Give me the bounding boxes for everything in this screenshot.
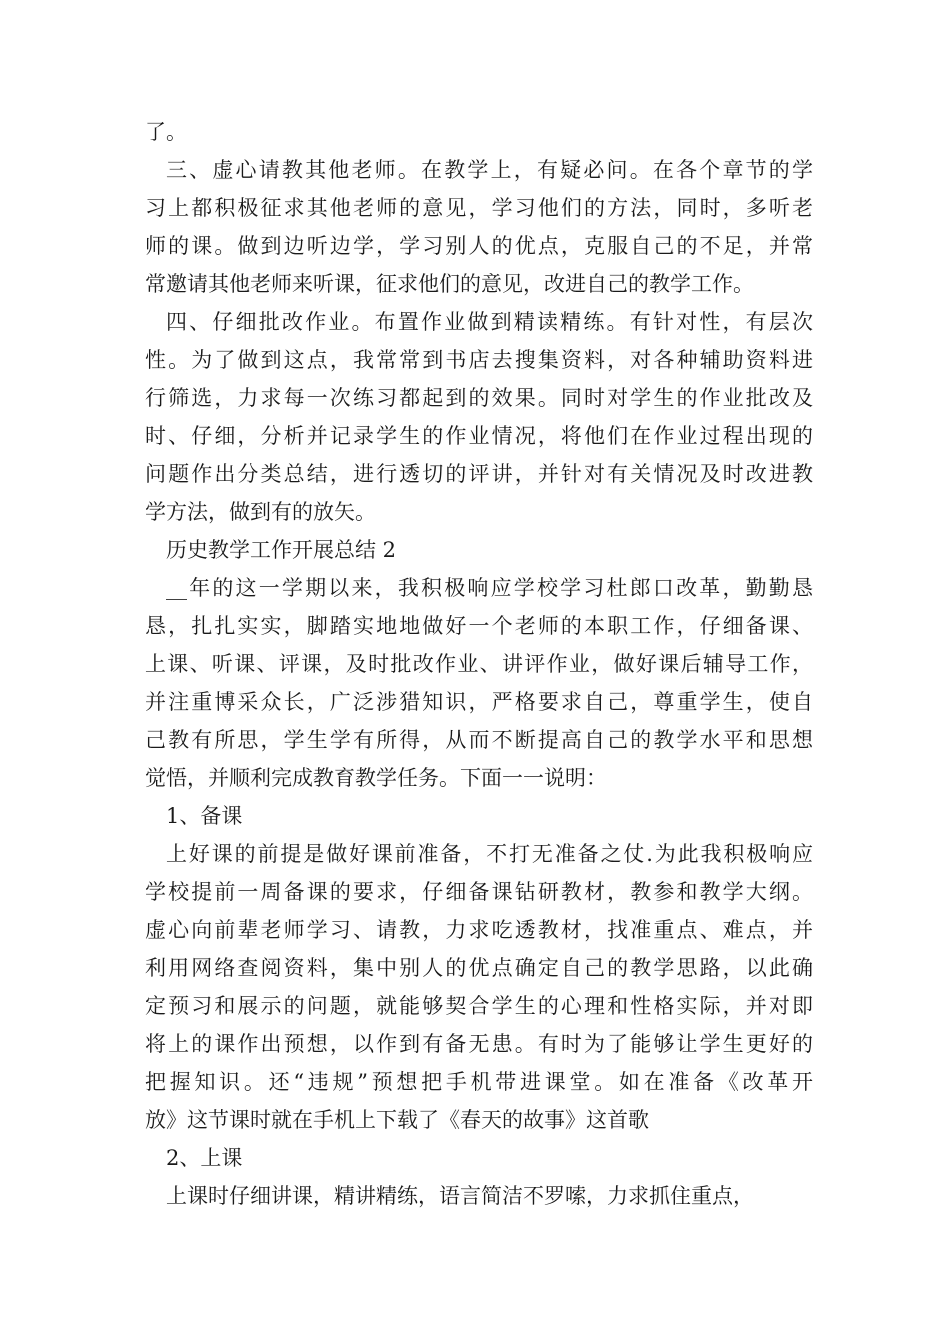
text-line: 把握知识。还“违规”预想把手机带进课堂。如在准备《改革开 [145,1070,813,1094]
document-body [145,113,813,1215]
section-heading: 历史教学工作开展总结 2 [166,538,397,562]
text-line: 上课、听课、评课，及时批改作业、讲评作业，做好课后辅导工作， [145,652,813,676]
paragraph [145,569,813,797]
text-line: 利用网络查阅资料，集中别人的优点确定自己的教学思路，以此确 [145,956,813,980]
text-line: 觉悟，并顺利完成教育教学任务。下面一一说明： [145,766,607,790]
text-line: 将上的课作出预想，以作到有备无患。有时为了能够让学生更好的 [145,1032,813,1056]
text-line: 习上都积极征求其他老师的意见，学习他们的方法，同时，多听老 [145,196,813,220]
text-line: 上好课的前提是做好课前准备，不打无准备之仗.为此我积极响应 [166,842,813,866]
text-line: 恳，扎扎实实，脚踏实地地做好一个老师的本职工作，仔细备课、 [145,614,813,638]
paragraph [145,151,813,303]
text-line: 学校提前一周备课的要求，仔细备课钻研教材，教参和教学大纲。 [145,880,813,904]
text-line: 问题作出分类总结，进行透切的评讲，并针对有关情况及时改进教 [145,462,813,486]
text-line: 并注重博采众长，广泛涉猎知识，严格要求自己，尊重学生，使自 [145,690,813,714]
text-line: 四、仔细批改作业。布置作业做到精读精练。有针对性，有层次 [166,310,813,334]
subsection-heading: 2、上课 [166,1146,243,1170]
text-line: 了。 [145,120,187,144]
paragraph [145,1177,813,1215]
paragraph [145,303,813,531]
text-line: 放》这节课时就在手机上下载了《春天的故事》这首歌 [145,1108,649,1132]
text-line: 性。为了做到这点，我常常到书店去搜集资料，对各种辅助资料进 [145,348,813,372]
text-line: 上课时仔细讲课，精讲精练，语言简洁不罗嗦，力求抓住重点， [166,1184,754,1208]
text-line: 时、仔细，分析并记录学生的作业情况，将他们在作业过程出现的 [145,424,813,448]
text-line: __年的这一学期以来，我积极响应学校学习杜郎口改革，勤勤恳 [166,576,813,600]
text-line: 三、虚心请教其他老师。在教学上，有疑必问。在各个章节的学 [166,158,813,182]
text-line: 虚心向前辈老师学习、请教，力求吃透教材，找准重点、难点，并 [145,918,813,942]
text-line: 定预习和展示的问题，就能够契合学生的心理和性格实际，并对即 [145,994,813,1018]
text-line: 师的课。做到边听边学，学习别人的优点，克服自己的不足，并常 [145,234,813,258]
paragraph [145,113,813,151]
text-line: 己教有所思，学生学有所得，从而不断提高自己的教学水平和思想 [145,728,813,752]
text-line: 行筛选，力求每一次练习都起到的效果。同时对学生的作业批改及 [145,386,813,410]
text-line: 常邀请其他老师来听课，征求他们的意见，改进自己的教学工作。 [145,272,754,296]
subsection-heading: 1、备课 [166,804,243,828]
paragraph [145,835,813,1139]
text-line: 学方法，做到有的放矢。 [145,500,376,524]
